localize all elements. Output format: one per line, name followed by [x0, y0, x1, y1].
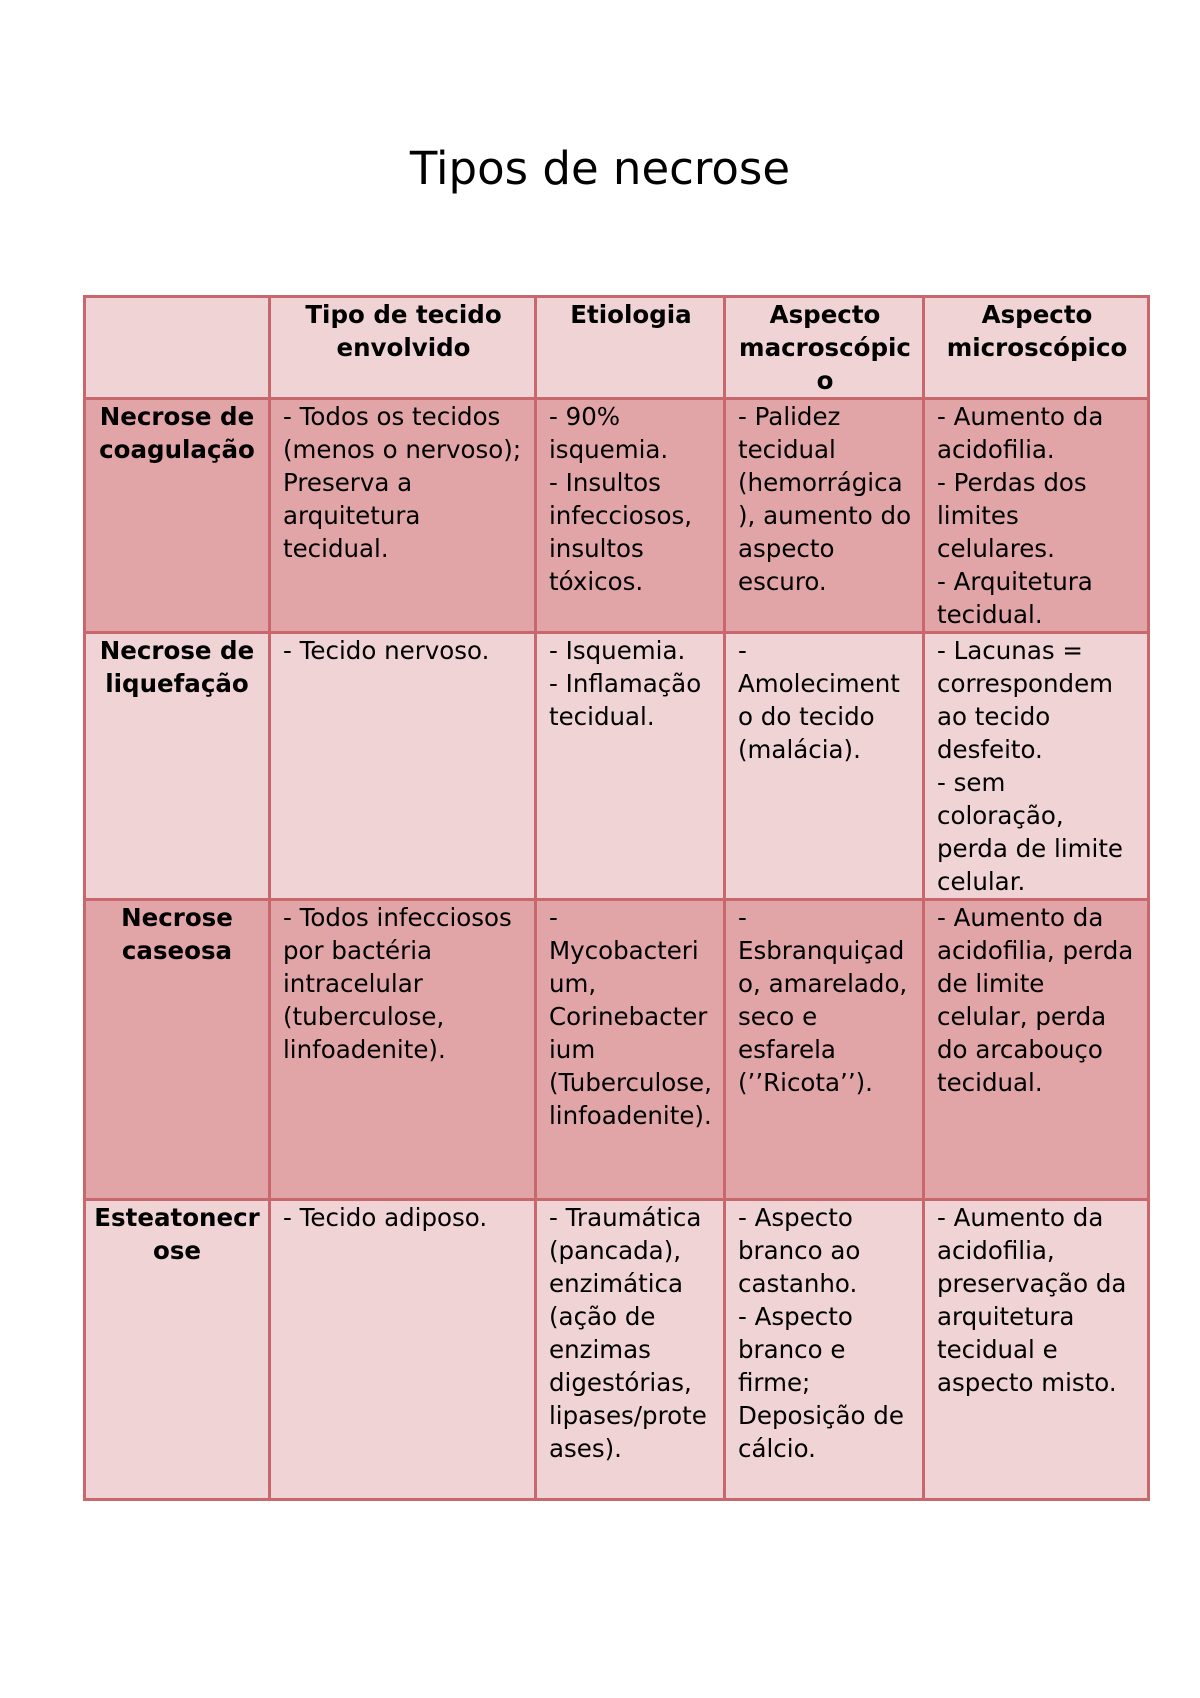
necrose-types-table — [83, 295, 1150, 1501]
cell-microscopico: - Aumento da acidofilia, perda de limite celular, perda do arcabouço tecidual. — [924, 900, 1149, 1200]
table-row — [85, 1200, 1149, 1500]
cell-macroscopico: - Esbranquiçado, amarelado, seco e esfarela (’’Ricota’’). — [725, 900, 924, 1200]
cell-microscopico: - Lacunas = correspondem ao tecido desfeito. - sem coloração, perda de limite celular. — [924, 633, 1149, 900]
header-corner-cell — [85, 297, 270, 399]
table-row — [85, 900, 1149, 1200]
header-tecido: Tipo de tecido envolvido — [270, 297, 536, 399]
cell-macroscopico: - Amolecimento do tecido (malácia). — [725, 633, 924, 900]
cell-tecido: - Todos os tecidos (menos o nervoso); Preserva a arquitetura tecidual. — [270, 399, 536, 633]
cell-etiologia: - Traumática (pancada), enzimática (ação de enzimas digestórias, lipases/proteases). — [536, 1200, 725, 1500]
row-header-liquefacao: Necrose de liquefação — [85, 633, 270, 900]
table-row — [85, 399, 1149, 633]
cell-macroscopico: - Aspecto branco ao castanho. - Aspecto branco e firme; Deposição de cálcio. — [725, 1200, 924, 1500]
row-header-coagulacao: Necrose de coagulação — [85, 399, 270, 633]
table-header-row — [85, 297, 1149, 399]
cell-tecido: - Tecido nervoso. — [270, 633, 536, 900]
page-title: Tipos de necrose — [409, 142, 791, 195]
cell-etiologia: - Isquemia. - Inflamação tecidual. — [536, 633, 725, 900]
header-microscopico: Aspecto microscópico — [924, 297, 1149, 399]
header-etiologia: Etiologia — [536, 297, 725, 399]
table-row — [85, 633, 1149, 900]
header-macroscopico: Aspecto macroscópico — [725, 297, 924, 399]
row-header-caseosa: Necrose caseosa — [85, 900, 270, 1200]
row-header-esteatonecrose: Esteatonecrose — [85, 1200, 270, 1500]
cell-microscopico: - Aumento da acidofilia, preservação da arquitetura tecidual e aspecto misto. — [924, 1200, 1149, 1500]
cell-macroscopico: - Palidez tecidual (hemorrágica), aumento do aspecto escuro. — [725, 399, 924, 633]
cell-microscopico: - Aumento da acidofilia. - Perdas dos limites celulares. - Arquitetura tecidual. — [924, 399, 1149, 633]
cell-etiologia: - 90% isquemia. - Insultos infecciosos, insultos tóxicos. — [536, 399, 725, 633]
cell-tecido: - Tecido adiposo. — [270, 1200, 536, 1500]
cell-etiologia: - Mycobacterium, Corinebacterium (Tuberculose, linfoadenite). — [536, 900, 725, 1200]
cell-tecido: - Todos infecciosos por bactéria intracelular (tuberculose, linfoadenite). — [270, 900, 536, 1200]
